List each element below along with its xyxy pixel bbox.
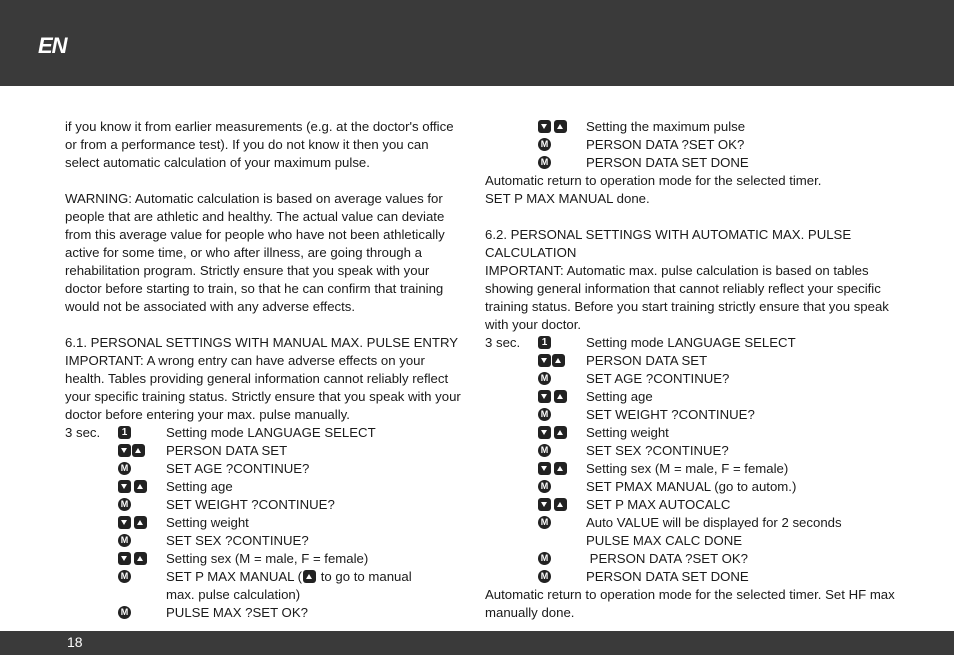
key-1-icon [538,336,551,349]
arrow-up-key-icon [554,426,567,439]
key-m-icon [538,570,551,583]
step-text-part: SET P MAX MANUAL ( [166,569,303,584]
arrow-down-key-icon [118,480,131,493]
step-text: Setting mode LANGUAGE SELECT [586,335,796,350]
auto-return-text: Automatic return to operation mode for the selected timer. [485,173,822,188]
section-title-manual: 6.1. PERSONAL SETTINGS WITH MANUAL MAX. PULSE ENTRY [65,335,459,350]
step-row [485,478,895,496]
key-m-icon [118,570,131,583]
step-row [485,514,895,532]
step-lead: 3 sec. [485,335,521,350]
step-row [485,568,895,586]
arrow-up-key-icon [134,516,147,529]
step-lead: 3 sec. [65,425,101,440]
key-m-icon [118,534,131,547]
step-text: SET AGE ?CONTINUE? [586,371,730,386]
step-text: Setting age [586,389,653,404]
arrow-up-key-icon [554,498,567,511]
step-row [65,478,465,496]
step-text: SET WEIGHT ?CONTINUE? [586,407,755,422]
step-text: PERSON DATA SET [586,353,708,368]
step-row [485,442,895,460]
step-text: SET P MAX AUTOCALC [586,497,731,512]
arrow-down-key-icon [538,120,551,133]
step-text: Setting the maximum pulse [586,119,746,134]
step-text: Setting sex (M = male, F = female) [586,461,789,476]
page-number: 18 [67,634,83,650]
section-title-auto: 6.2. PERSONAL SETTINGS WITH AUTOMATIC MAX. PULSE CALCULATION [485,227,852,260]
step-text-part: to go to manual [320,569,412,584]
arrow-down-key-icon [538,462,551,475]
step-text: PERSON DATA SET DONE [586,569,749,584]
key-m-icon [538,156,551,169]
step-row [485,550,895,568]
step-text: Setting sex (M = male, F = female) [166,551,369,566]
arrow-up-key-icon [554,120,567,133]
step-text: SET PMAX MANUAL (go to autom.) [586,479,797,494]
arrow-up-key-icon [303,570,316,583]
step-row-continued [485,532,895,550]
key-m-icon [118,462,131,475]
warning-paragraph: WARNING: Automatic calculation is based on average values for people that are athletic and healthy. The actual value can deviate from this average value for people who have not been athletically active for some time, or who after illness, are going through a rehabilitation program. Strictly ensure that you speak with your doctor before starting to train, so that he can confirm that training would not be associated with any adverse effects. [65,191,445,314]
step-row [485,406,895,424]
intro-paragraph: if you know it from earlier measurements (e.g. at the doctor's office or from a performance test). If you do not know it then you can select automatic calculation of your maximum pulse. [65,119,454,170]
step-row [485,496,895,514]
step-text: SET SEX ?CONTINUE? [586,443,729,458]
step-row [485,370,895,388]
step-row [485,136,895,154]
step-text [166,568,412,586]
key-m-icon [538,138,551,151]
step-row [485,154,895,172]
step-row [65,460,465,478]
step-text: PERSON DATA SET DONE [586,155,749,170]
step-row [485,118,895,136]
step-text: PERSON DATA ?SET OK? [586,137,745,152]
step-text: PERSON DATA SET [166,443,288,458]
step-text: Setting mode LANGUAGE SELECT [166,425,376,440]
step-row [65,496,465,514]
step-row [65,442,465,460]
important-manual: IMPORTANT: A wrong entry can have adverse effects on your health. Tables providing general information cannot reliably reflect your specific training status. Strictly ensure that you speak with your doctor before entering your max. pulse manually. [65,353,461,422]
step-text: max. pulse calculation) [166,587,301,602]
key-m-icon [538,408,551,421]
step-text: Setting age [166,479,233,494]
arrow-down-key-icon [118,444,131,457]
step-text: Setting weight [166,515,249,530]
key-m-icon [118,498,131,511]
step-text: PULSE MAX ?SET OK? [166,605,308,620]
key-m-icon [538,372,551,385]
step-text: SET AGE ?CONTINUE? [166,461,310,476]
key-m-icon [538,444,551,457]
language-label: EN [38,33,67,58]
important-auto: IMPORTANT: Automatic max. pulse calculation is based on tables showing general information that cannot reliably reflect your specific training status. Before you start training strictly ensure that you speak with your doctor. [485,263,889,332]
key-m-icon [538,516,551,529]
page-header [0,0,954,86]
step-row [65,514,465,532]
arrow-down-key-icon [118,516,131,529]
key-m-icon [538,552,551,565]
arrow-down-key-icon [538,354,551,367]
key-1-icon [118,426,131,439]
arrow-up-key-icon [132,444,145,457]
step-row [65,550,465,568]
page-footer [0,631,954,655]
step-row [65,424,465,442]
arrow-up-key-icon [134,552,147,565]
step-text: SET SEX ?CONTINUE? [166,533,309,548]
step-row [485,460,895,478]
key-m-icon [538,480,551,493]
step-row [65,532,465,550]
step-row-continued [65,586,465,604]
arrow-up-key-icon [554,390,567,403]
step-text: PULSE MAX CALC DONE [586,533,743,548]
step-row [65,604,465,622]
arrow-up-key-icon [552,354,565,367]
manual-done-text: SET P MAX MANUAL done. [485,191,650,206]
auto-return-final: Automatic return to operation mode for the selected timer. Set HF max manually done. [485,587,895,620]
arrow-up-key-icon [134,480,147,493]
step-row [485,334,895,352]
step-text: Setting weight [586,425,669,440]
step-row [485,352,895,370]
arrow-down-key-icon [118,552,131,565]
step-row [485,424,895,442]
arrow-down-key-icon [538,426,551,439]
arrow-down-key-icon [538,498,551,511]
step-text: SET WEIGHT ?CONTINUE? [166,497,335,512]
step-row [485,388,895,406]
right-column [485,118,895,622]
step-text: Auto VALUE will be displayed for 2 seconds [586,515,842,530]
key-m-icon [118,606,131,619]
left-column [65,118,465,622]
step-row [65,568,465,586]
step-text: PERSON DATA ?SET OK? [586,551,748,566]
arrow-down-key-icon [538,390,551,403]
arrow-up-key-icon [554,462,567,475]
